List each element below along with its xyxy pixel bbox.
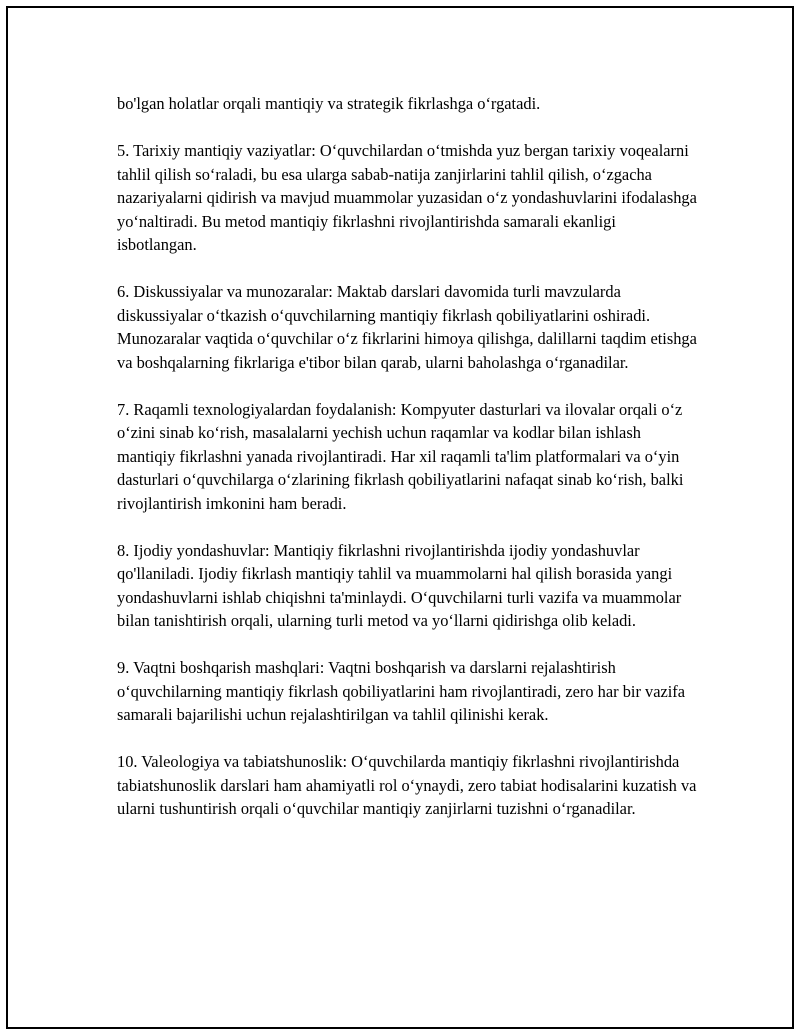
paragraph-item-6: 6. Diskussiyalar va munozaralar: Maktab darslari davomida turli mavzularda diskussiyalar oʻtkazish oʻquvchilarning mantiqiy fikrlash qobiliyatlarini oshiradi. Munozaralar vaqtida oʻquvchilar oʻz fikrlarini himoya qilishga, dalillarni taqdim etishga va boshqalarning fikrlariga e'tibor bilan qarab, ularni baholashga oʻrganadilar. — [117, 282, 697, 372]
paragraph-item-9: 9. Vaqtni boshqarish mashqlari: Vaqtni boshqarish va darslarni rejalashtirish oʻquvchilarning mantiqiy fikrlash qobiliyatlarini ham rivojlantiradi, zero har bir vazifa samarali bajarilishi uchun rejalashtirilgan va tahlil qilinishi kerak. — [117, 658, 686, 724]
paragraph-item-10: 10. Valeologiya va tabiatshunoslik: Oʻquvchilarda mantiqiy fikrlashni rivojlantirishda tabiatshunoslik darslari ham ahamiyatli rol oʻynaydi, zero tabiat hodisalarini kuzatish va ularni tushuntirish orqali oʻquvchilar mantiqiy zanjirlarni tuzishni oʻrganadilar. — [117, 752, 697, 818]
document-body — [117, 92, 697, 844]
paragraph-item-5: 5. Tarixiy mantiqiy vaziyatlar: Oʻquvchilardan oʻtmishda yuz bergan tarixiy voqealarni tahlil qilish soʻraladi, bu esa ularga sabab-natija zanjirlarini tahlil qilish, oʻzgacha nazariyalarni qidirish va mavjud muammolar yuzasidan oʻz yondashuvlarini ifodalashga yoʻnaltiradi. Bu metod mantiqiy fikrlashni rivojlantirishda samarali ekanligi isbotlangan. — [117, 141, 697, 254]
paragraph-item-7: 7. Raqamli texnologiyalardan foydalanish: Kompyuter dasturlari va ilovalar orqali oʻz oʻzini sinab koʻrish, masalalarni yechish uchun raqamlar va kodlar bilan ishlash mantiqiy fikrlashni yanada rivojlantiradi. Har xil raqamli ta'lim platformalari va oʻyin dasturlari oʻquvchilarga oʻzlarining fikrlash qobiliyatlarini nafaqat sinab koʻrish, balki rivojlantirish imkonini ham beradi. — [117, 399, 684, 513]
paragraph-continuation: bo'lgan holatlar orqali mantiqiy va strategik fikrlashga oʻrgatadi. — [117, 94, 541, 113]
paragraph-item-8: 8. Ijodiy yondashuvlar: Mantiqiy fikrlashni rivojlantirishda ijodiy yondashuvlar qo'llaniladi. Ijodiy fikrlash mantiqiy tahlil va muammolarni hal qilish borasida yangi yondashuvlarni ishlab chiqishni ta'minlaydi. Oʻquvchilarni turli vazifa va muammolar bilan tanishtirish orqali, ularning turli metod va yoʻllarni qidirishga olib keladi. — [117, 540, 682, 630]
